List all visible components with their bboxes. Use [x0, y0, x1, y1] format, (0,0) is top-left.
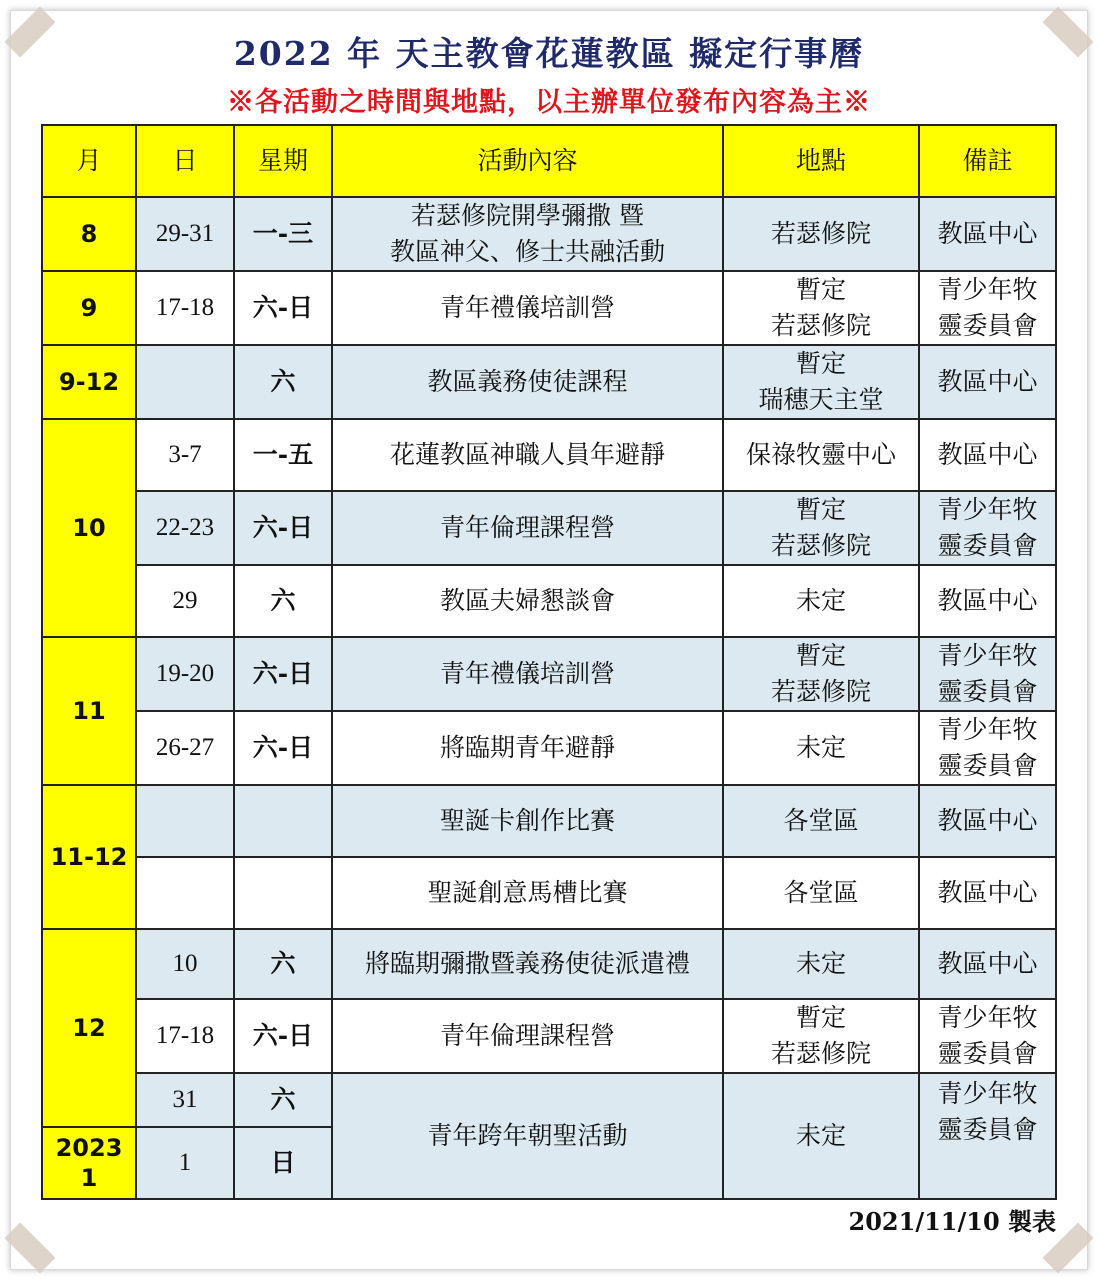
day-cell: 1 [136, 1127, 234, 1199]
activity-cell: 青年禮儀培訓營 [332, 271, 723, 345]
weekday-cell: 一-五 [234, 419, 332, 491]
table-row [42, 785, 1056, 857]
day-cell: 22-23 [136, 491, 234, 565]
table-row [42, 565, 1056, 637]
note-line: 靈委員會 [937, 1039, 1038, 1068]
day-cell: 10 [136, 929, 234, 999]
activity-cell: 青年禮儀培訓營 [332, 637, 723, 711]
activity-cell: 青年倫理課程營 [332, 491, 723, 565]
note-cell: 教區中心 [919, 419, 1056, 491]
location-line: 若瑟修院 [770, 311, 871, 340]
location-cell: 若瑟修院 [723, 197, 919, 271]
header-note: 備註 [919, 125, 1056, 197]
month-cell: 8 [42, 197, 136, 271]
activity-cell: 青年倫理課程營 [332, 999, 723, 1073]
day-cell: 29-31 [136, 197, 234, 271]
note-line: 青少年牧 [937, 495, 1038, 524]
table-row [42, 197, 1056, 271]
weekday-cell [234, 857, 332, 929]
weekday-cell: 六 [234, 345, 332, 419]
year-label: 2023 [55, 1134, 123, 1162]
header-month: 月 [42, 125, 136, 197]
weekday-cell: 六-日 [234, 999, 332, 1073]
note-line: 靈委員會 [937, 1115, 1038, 1144]
note-cell [919, 637, 1056, 711]
table-row [42, 491, 1056, 565]
day-cell: 31 [136, 1073, 234, 1127]
day-cell: 26-27 [136, 711, 234, 785]
location-cell: 未定 [723, 565, 919, 637]
activity-cell: 聖誕卡創作比賽 [332, 785, 723, 857]
day-cell: 29 [136, 565, 234, 637]
note-line: 青少年牧 [937, 1003, 1038, 1032]
activity-cell: 將臨期彌撒暨義務使徒派遣禮 [332, 929, 723, 999]
location-line: 若瑟修院 [770, 677, 871, 706]
weekday-cell: 一-三 [234, 197, 332, 271]
weekday-cell: 六 [234, 1073, 332, 1127]
location-cell: 各堂區 [723, 857, 919, 929]
table-row [42, 1073, 1056, 1127]
activity-cell: 青年跨年朝聖活動 [332, 1073, 723, 1199]
location-line: 暫定 [795, 495, 846, 524]
created-date: 2021/11/10 製表 [848, 1207, 1056, 1236]
month-cell: 9 [42, 271, 136, 345]
location-cell: 未定 [723, 929, 919, 999]
note-cell [919, 711, 1056, 785]
location-cell: 保祿牧靈中心 [723, 419, 919, 491]
header-day: 日 [136, 125, 234, 197]
note-line: 靈委員會 [937, 677, 1038, 706]
table-row [42, 999, 1056, 1073]
location-cell: 各堂區 [723, 785, 919, 857]
day-cell [136, 857, 234, 929]
note-cell: 教區中心 [919, 345, 1056, 419]
location-line: 暫定 [795, 1003, 846, 1032]
location-line: 若瑟修院 [770, 1039, 871, 1068]
header-location: 地點 [723, 125, 919, 197]
note-line: 靈委員會 [937, 751, 1038, 780]
location-cell [723, 271, 919, 345]
page-subtitle: ※各活動之時間與地點，以主辦單位發布內容為主※ [227, 87, 871, 118]
tape-corner-bottom-left [5, 1223, 56, 1274]
weekday-cell: 六-日 [234, 271, 332, 345]
location-line: 暫定 [795, 275, 846, 304]
day-cell: 3-7 [136, 419, 234, 491]
note-line: 青少年牧 [937, 1079, 1038, 1108]
location-cell [723, 345, 919, 419]
note-cell: 教區中心 [919, 857, 1056, 929]
weekday-cell: 六-日 [234, 711, 332, 785]
month-cell: 11-12 [42, 785, 136, 929]
table-row [42, 929, 1056, 999]
note-line: 青少年牧 [937, 715, 1038, 744]
header-row [42, 125, 1056, 197]
note-line: 青少年牧 [937, 641, 1038, 670]
note-line: 靈委員會 [937, 311, 1038, 340]
note-line: 青少年牧 [937, 275, 1038, 304]
note-cell: 教區中心 [919, 785, 1056, 857]
location-cell: 未定 [723, 1073, 919, 1199]
note-cell [919, 271, 1056, 345]
table-row [42, 711, 1056, 785]
day-cell [136, 345, 234, 419]
month-label: 1 [80, 1164, 98, 1192]
note-cell: 教區中心 [919, 565, 1056, 637]
month-cell: 12 [42, 929, 136, 1127]
activity-line: 若瑟修院開學彌撒 暨 [411, 201, 644, 230]
activity-cell: 聖誕創意馬槽比賽 [332, 857, 723, 929]
month-cell: 9-12 [42, 345, 136, 419]
activity-line: 教區神父、修士共融活動 [389, 237, 665, 266]
calendar-table [41, 124, 1057, 1200]
weekday-cell [234, 785, 332, 857]
activity-cell: 花蓮教區神職人員年避靜 [332, 419, 723, 491]
activity-cell: 教區義務使徒課程 [332, 345, 723, 419]
location-cell [723, 491, 919, 565]
table-row [42, 271, 1056, 345]
header-weekday: 星期 [234, 125, 332, 197]
weekday-cell: 日 [234, 1127, 332, 1199]
month-cell: 10 [42, 419, 136, 637]
day-cell: 17-18 [136, 271, 234, 345]
activity-cell [332, 197, 723, 271]
note-cell: 教區中心 [919, 197, 1056, 271]
day-cell: 19-20 [136, 637, 234, 711]
activity-cell: 將臨期青年避靜 [332, 711, 723, 785]
note-cell: 教區中心 [919, 929, 1056, 999]
table-row [42, 637, 1056, 711]
table-row [42, 345, 1056, 419]
location-line: 暫定 [795, 349, 846, 378]
activity-cell: 教區夫婦懇談會 [332, 565, 723, 637]
weekday-cell: 六-日 [234, 491, 332, 565]
location-cell: 未定 [723, 711, 919, 785]
weekday-cell: 六 [234, 565, 332, 637]
page-title: 2022 年 天主教會花蓮教區 擬定行事曆 [233, 34, 865, 73]
location-cell [723, 637, 919, 711]
weekday-cell: 六 [234, 929, 332, 999]
table-row [42, 419, 1056, 491]
month-cell [42, 1127, 136, 1199]
location-line: 若瑟修院 [770, 531, 871, 560]
note-cell [919, 1073, 1056, 1199]
header-activity: 活動內容 [332, 125, 723, 197]
weekday-cell: 六-日 [234, 637, 332, 711]
note-cell [919, 999, 1056, 1073]
note-line: 靈委員會 [937, 531, 1038, 560]
day-cell [136, 785, 234, 857]
location-cell [723, 999, 919, 1073]
table-row [42, 857, 1056, 929]
location-line: 瑞穗天主堂 [758, 385, 884, 414]
note-cell [919, 491, 1056, 565]
month-cell: 11 [42, 637, 136, 785]
day-cell: 17-18 [136, 999, 234, 1073]
location-line: 暫定 [795, 641, 846, 670]
